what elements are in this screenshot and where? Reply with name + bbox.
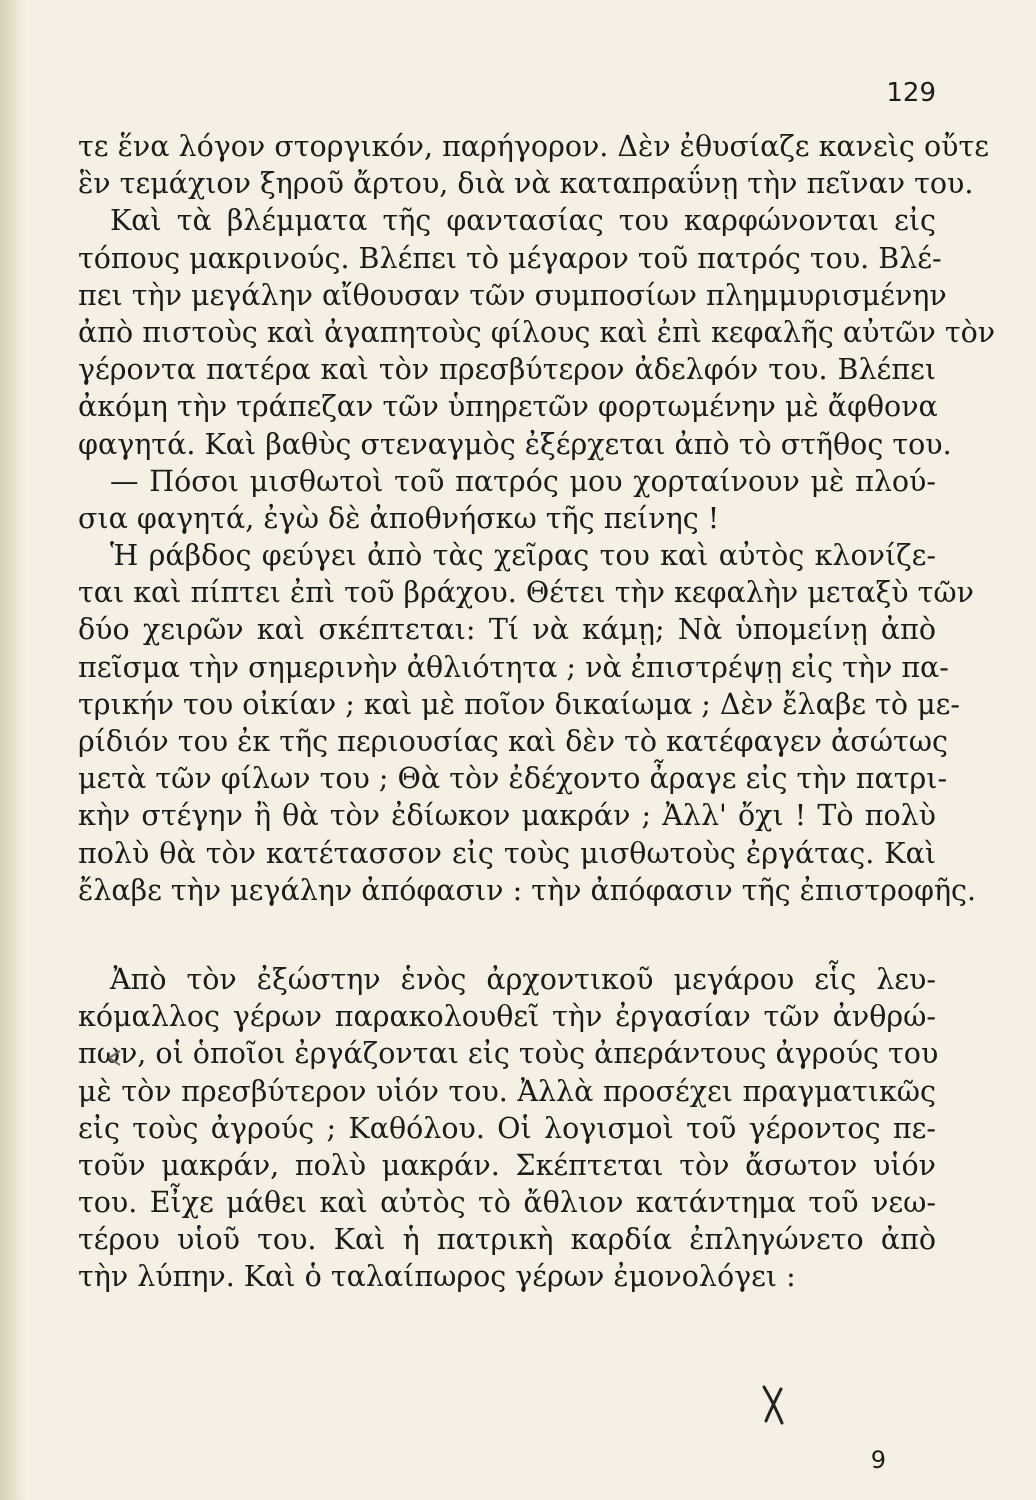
text-line: γέροντα πατέρα καὶ τὸν πρεσβύτερον ἀδελφόν του. Βλέπει [78, 353, 936, 387]
handwritten-cross-mark-icon [762, 1383, 784, 1425]
text-line: τέρου υἱοῦ του. Καὶ ἡ πατρικὴ καρδία ἐπληγώνετο ἀπὸ [78, 1223, 936, 1257]
text-line: πει τὴν μεγάλην αἴθουσαν τῶν συμποσίων πλημμυρισμένην [78, 278, 947, 312]
text-line: — Πόσοι μισθωτοὶ τοῦ πατρός μου χορταίνουν μὲ πλού- [110, 464, 936, 498]
text-line: τοῦν μακράν, πολὺ μακράν. Σκέπτεται τὸν ἄσωτον υἱόν [78, 1148, 936, 1182]
text-line: Ἀπὸ τὸν ἐξώστην ἑνὸς ἀρχοντικοῦ μεγάρου εἷς λευ- [110, 962, 936, 996]
text-line: φαγητά. Καὶ βαθὺς στεναγμὸς ἐξέρχεται ἀπὸ τὸ στῆθος του. [78, 427, 952, 461]
text-line: τρικήν του οἰκίαν ; καὶ μὲ ποῖον δικαίωμα ; Δὲν ἔλαβε τὸ με- [78, 687, 961, 721]
text-line: Καὶ τὰ βλέμματα τῆς φαντασίας του καρφώνονται εἰς [110, 204, 936, 238]
text-line: πολὺ θὰ τὸν κατέτασσον εἰς τοὺς μισθωτοὺς ἐργάτας. Καὶ [78, 836, 936, 870]
text-line: δύο χειρῶν καὶ σκέπτεται: Τί νὰ κάμῃ; Νὰ ὑπομείνῃ ἀπὸ [78, 613, 936, 647]
text-line: πων, οἱ ὁποῖοι ἐργάζονται εἰς τοὺς ἀπεράντους ἀγρούς του [78, 1037, 939, 1071]
section-mark-icon [106, 1049, 124, 1067]
text-line: ἔλαβε τὴν μεγάλην ἀπόφασιν : τὴν ἀπόφασιν τῆς ἐπιστροφῆς. [78, 873, 977, 907]
text-line: τόπους μακρινούς. Βλέπει τὸ μέγαρον τοῦ πατρός του. Βλέ- [78, 241, 942, 275]
text-line: ἀπὸ πιστοὺς καὶ ἀγαπητοὺς φίλους καὶ ἐπὶ κεφαλῆς αὐτῶν τὸν [78, 315, 996, 349]
text-line: μετὰ τῶν φίλων του ; Θὰ τὸν ἐδέχοντο ἆραγε εἰς τὴν πατρι- [78, 762, 948, 796]
body-text [78, 128, 996, 1296]
text-line: ἀκόμη τὴν τράπεζαν τῶν ὑπηρετῶν φορτωμένην μὲ ἄφθονα [78, 390, 938, 424]
text-line: τὴν λύπην. Καὶ ὁ ταλαίπωρος γέρων ἐμονολόγει : [78, 1260, 796, 1294]
text-line: μὲ τὸν πρεσβύτερον υἱόν του. Ἀλλὰ προσέχει πραγματικῶς [78, 1074, 936, 1108]
text-line: Ἡ ράβδος φεύγει ἀπὸ τὰς χεῖρας του καὶ αὐτὸς κλονίζε- [110, 539, 936, 573]
section-gap [78, 909, 936, 961]
text-line: σια φαγητά, ἐγὼ δὲ ἀποθνήσκω τῆς πείνης ! [78, 501, 720, 535]
binding-shadow [0, 0, 26, 1500]
text-line: κὴν στέγην ἢ θὰ τὸν ἐδίωκον μακράν ; Ἀλλ' ὄχι ! Τὸ πολὺ [78, 799, 936, 833]
text-line: τε ἕνα λόγον στοργικόν, παρήγορον. Δὲν ἐθυσίαζε κανεὶς οὔτε [78, 130, 989, 163]
text-line: ρίδιόν του ἐκ τῆς περιουσίας καὶ δὲν τὸ κατέφαγεν ἀσώτως [78, 725, 948, 758]
text-line: του. Εἶχε μάθει καὶ αὐτὸς τὸ ἄθλιον κατάντημα τοῦ νεω- [78, 1186, 936, 1220]
page-number: 129 [886, 78, 936, 108]
signature-number: 9 [870, 1446, 886, 1474]
text-line: κόμαλλος γέρων παρακολουθεῖ τὴν ἐργασίαν τῶν ἀνθρώ- [78, 1000, 936, 1034]
text-line: ἓν τεμάχιον ξηροῦ ἄρτου, διὰ νὰ καταπραΰνῃ τὴν πεῖναν του. [78, 167, 974, 201]
text-line: πεῖσμα τὴν σημερινὴν ἀθλιότητα ; νὰ ἐπιστρέψῃ εἰς τὴν πα- [78, 650, 949, 684]
text-line: ται καὶ πίπτει ἐπὶ τοῦ βράχου. Θέτει τὴν κεφαλὴν μεταξὺ τῶν [78, 576, 974, 610]
text-line: εἰς τοὺς ἀγρούς ; Καθόλου. Οἱ λογισμοὶ τοῦ γέροντος πε- [78, 1111, 936, 1145]
